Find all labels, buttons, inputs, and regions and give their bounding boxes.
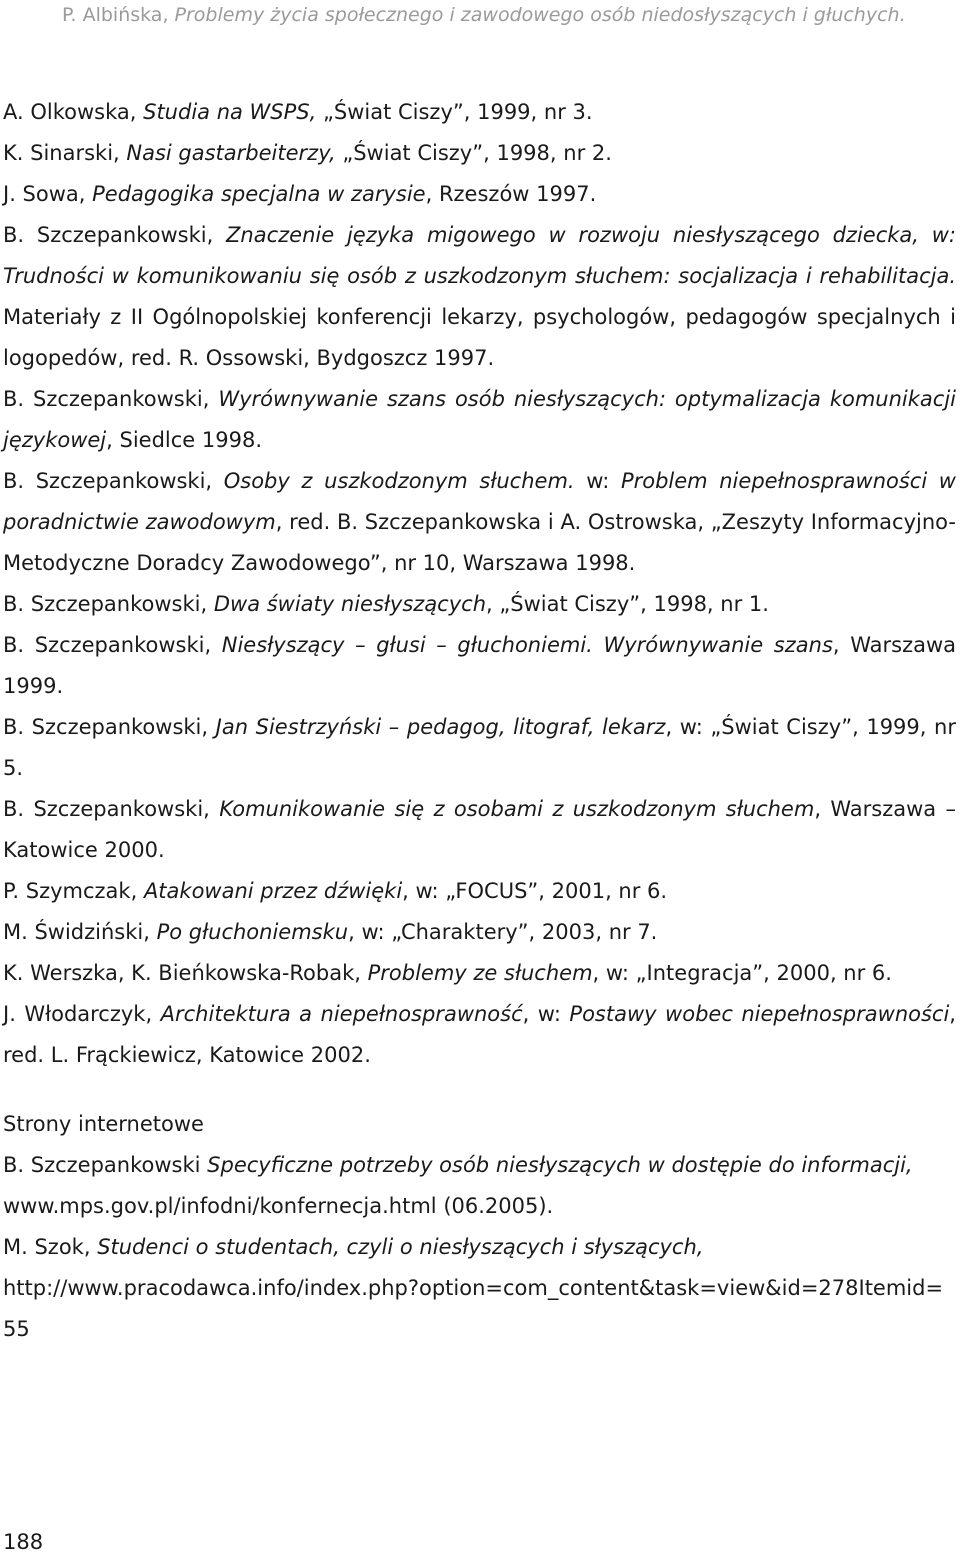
bibliography-entry: J. Włodarczyk, Architektura a niepełnosprawność, w: Postawy wobec niepełnosprawności, red. L. Frąckiewicz, Katowice 2002. (3, 1002, 956, 1067)
bibliography-entry: K. Sinarski, Nasi gastarbeiterzy, „Świat Ciszy”, 1998, nr 2. (3, 141, 612, 165)
header-author: P. Albińska, (62, 4, 175, 26)
bibliography-entry: B. Szczepankowski, Wyrównywanie szans osób niesłyszących: optymalizacja komunikacji językowej, Siedlce 1998. (3, 387, 956, 452)
bibliography-entry: K. Werszka, K. Bieńkowska-Robak, Problemy ze słuchem, w: „Integracja”, 2000, nr 6. (3, 961, 892, 985)
web-reference-entry: B. Szczepankowski Specyficzne potrzeby osób niesłyszących w dostępie do informacji, (3, 1153, 913, 1177)
bibliography-entry: B. Szczepankowski, Znaczenie języka migowego w rozwoju niesłyszącego dziecka, w: Trudności w komunikowaniu się osób z uszkodzonym słuchem: socjalizacja i rehabilitacja. Materiały z II Ogólnopolskiej konferencji lekarzy, psychologów, pedagogów specjalnych i logopedów, red. R. Ossowski, Bydgoszcz 1997. (3, 223, 956, 370)
bibliography-entry: P. Szymczak, Atakowani przez dźwięki, w: „FOCUS”, 2001, nr 6. (3, 879, 668, 903)
bibliography-entry: M. Świdziński, Po głuchoniemsku, w: „Charaktery”, 2003, nr 7. (3, 920, 658, 944)
bibliography-entry: B. Szczepankowski, Niesłyszący – głusi – głuchoniemi. Wyrównywanie szans, Warszawa 1999. (3, 633, 957, 698)
page-number: 188 (3, 1530, 44, 1554)
running-header (62, 4, 906, 26)
web-reference-entry: M. Szok, Studenci o studentach, czyli o niesłyszących i słyszących, (3, 1235, 704, 1259)
bibliography-entry: B. Szczepankowski, Dwa światy niesłyszących, „Świat Ciszy”, 1998, nr 1. (3, 592, 769, 616)
bibliography-entry: B. Szczepankowski, Osoby z uszkodzonym słuchem. w: Problem niepełnosprawności w poradnictwie zawodowym, red. B. Szczepankowska i A. Ostrowska, „Zeszyty Informacyjno-Metodyczne Doradcy Zawodowego”, nr 10, Warszawa 1998. (3, 469, 956, 575)
bibliography (3, 92, 956, 1350)
bibliography-entry: B. Szczepankowski, Komunikowanie się z osobami z uszkodzonym słuchem, Warszawa – Katowice 2000. (3, 797, 957, 862)
web-reference-url[interactable]: www.mps.gov.pl/infodni/konfernecja.html (06.2005). (3, 1194, 554, 1218)
section-heading: Strony internetowe (3, 1112, 204, 1136)
bibliography-entry: B. Szczepankowski, Jan Siestrzyński – pedagog, litograf, lekarz, w: „Świat Ciszy”, 1999, nr 5. (3, 715, 956, 780)
header-title: Problemy życia społecznego i zawodowego osób niedosłyszących i głuchych. (174, 4, 906, 26)
bibliography-entry: A. Olkowska, Studia na WSPS, „Świat Ciszy”, 1999, nr 3. (3, 100, 593, 124)
bibliography-entry: J. Sowa, Pedagogika specjalna w zarysie, Rzeszów 1997. (3, 182, 597, 206)
web-reference-url[interactable]: http://www.pracodawca.info/index.php?option=com_content&task=view&id=278Itemid=55 (3, 1276, 944, 1341)
